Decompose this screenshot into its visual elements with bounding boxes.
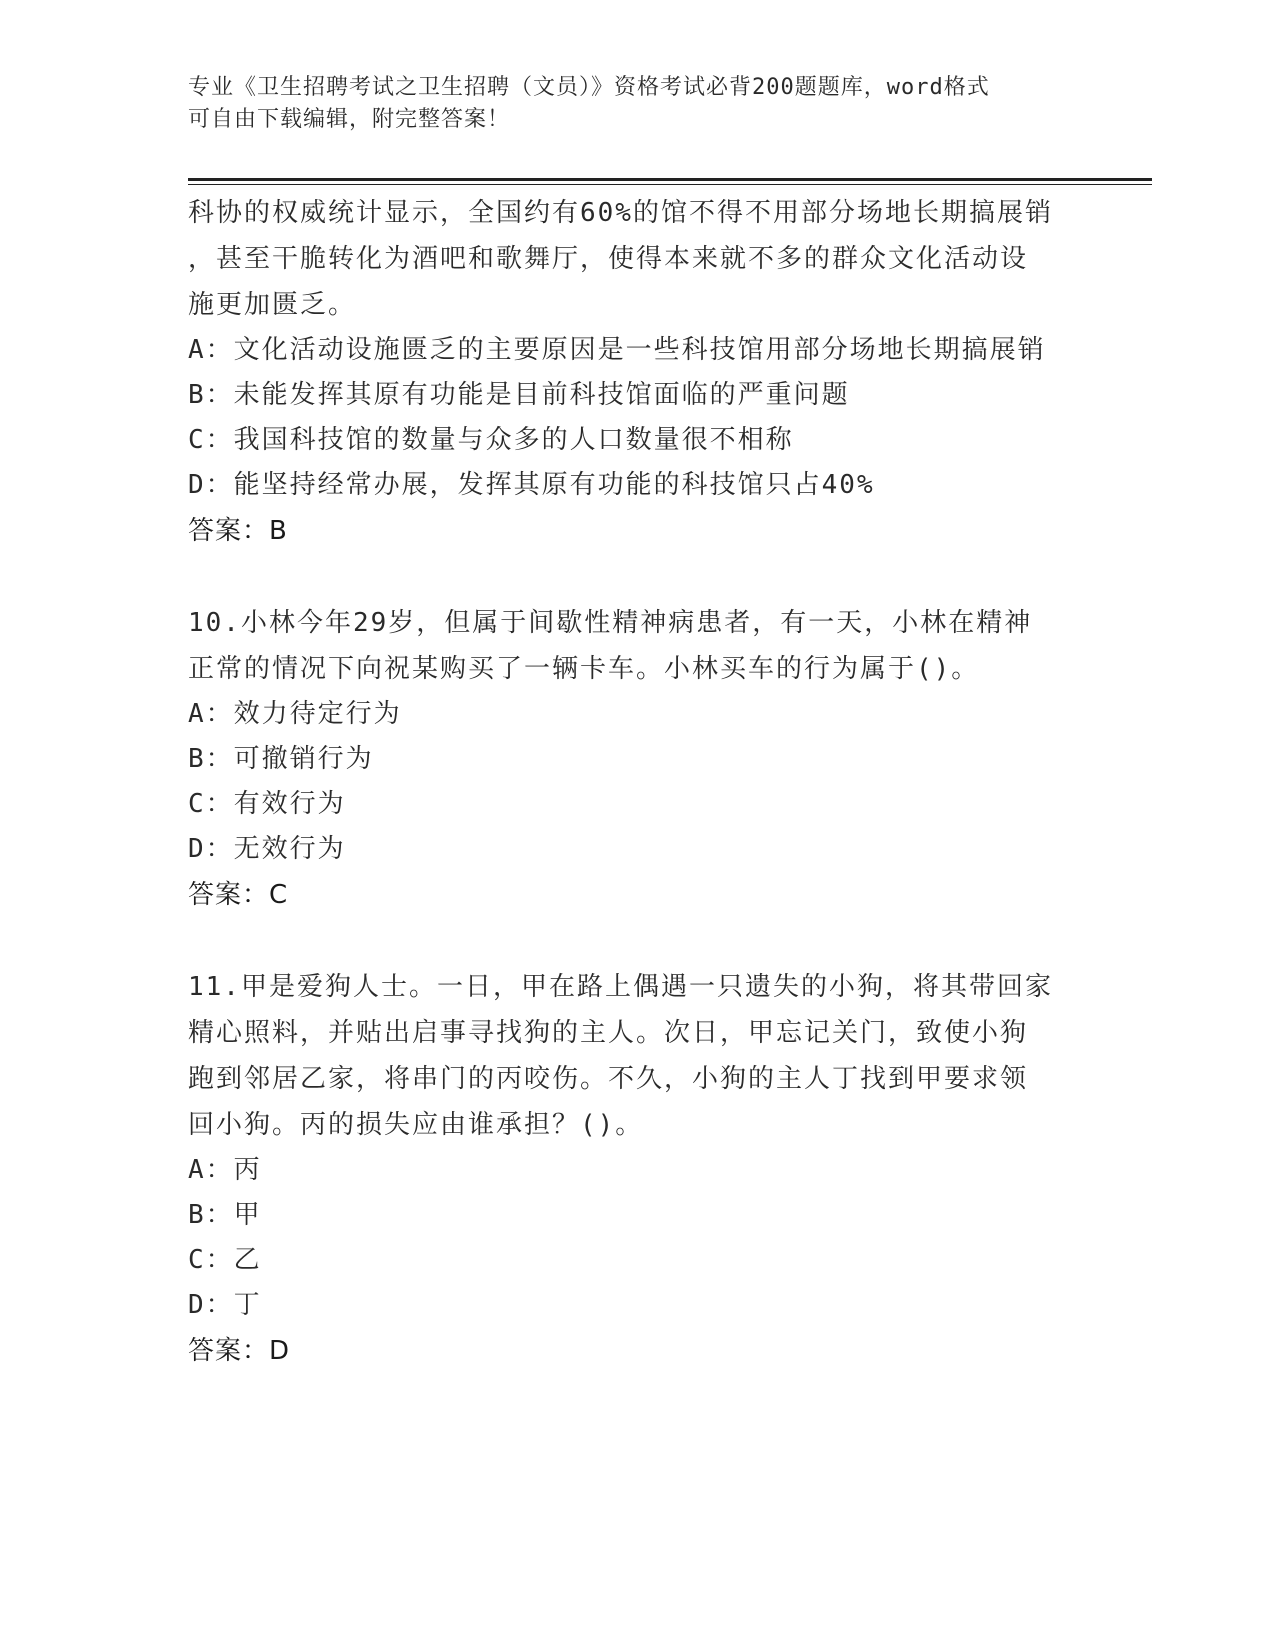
question-stem-line: 精心照料，并贴出启事寻找狗的主人。次日，甲忘记关门，致使小狗 xyxy=(188,1018,1029,1048)
option-b: B：未能发挥其原有功能是目前科技馆面临的严重问题 xyxy=(188,380,850,410)
question-stem-line: 11.甲是爱狗人士。一日，甲在路上偶遇一只遗失的小狗，将其带回家 xyxy=(188,972,1053,1002)
question-stem-line: 科协的权威统计显示，全国约有60%的馆不得不用部分场地长期搞展销 xyxy=(188,198,1053,228)
question-11 xyxy=(188,964,1088,1374)
question-stem-line: ，甚至干脆转化为酒吧和歌舞厅，使得本来就不多的群众文化活动设 xyxy=(188,244,1029,274)
header-rule-thin xyxy=(188,184,1152,185)
answer-line: 答案：D xyxy=(188,1336,291,1366)
option-c: C：我国科技馆的数量与众多的人口数量很不相称 xyxy=(188,425,794,455)
question-stem-line: 10.小林今年29岁，但属于间歇性精神病患者，有一天，小林在精神 xyxy=(188,608,1033,638)
question-stem-line: 跑到邻居乙家，将串门的丙咬伤。不久，小狗的主人丁找到甲要求领 xyxy=(188,1064,1029,1094)
question-10 xyxy=(188,600,1088,918)
document-header xyxy=(188,72,1068,136)
option-a: A：效力待定行为 xyxy=(188,699,402,729)
question-list xyxy=(188,190,1088,1374)
question-stem-line: 回小狗。丙的损失应由谁承担？()。 xyxy=(188,1110,644,1140)
option-b: B：可撤销行为 xyxy=(188,744,374,774)
header-rule-thick xyxy=(188,178,1152,181)
option-a: A：丙 xyxy=(188,1155,262,1185)
answer-line: 答案：B xyxy=(188,516,288,546)
option-b: B：甲 xyxy=(188,1200,262,1230)
option-d: D：丁 xyxy=(188,1290,262,1320)
header-line-2: 可自由下载编辑，附完整答案！ xyxy=(188,107,511,132)
question-stem-line: 施更加匮乏。 xyxy=(188,290,357,320)
question-block-continued xyxy=(188,190,1088,554)
option-c: C：乙 xyxy=(188,1245,262,1275)
question-stem-line: 正常的情况下向祝某购买了一辆卡车。小林买车的行为属于()。 xyxy=(188,654,980,684)
option-d: D：无效行为 xyxy=(188,834,346,864)
option-c: C：有效行为 xyxy=(188,789,346,819)
option-a: A：文化活动设施匮乏的主要原因是一些科技馆用部分场地长期搞展销 xyxy=(188,335,1046,365)
answer-line: 答案：C xyxy=(188,880,289,910)
option-d: D：能坚持经常办展，发挥其原有功能的科技馆只占40% xyxy=(188,470,875,500)
header-line-1: 专业《卫生招聘考试之卫生招聘（文员）》资格考试必背200题题库，word格式 xyxy=(188,75,990,100)
